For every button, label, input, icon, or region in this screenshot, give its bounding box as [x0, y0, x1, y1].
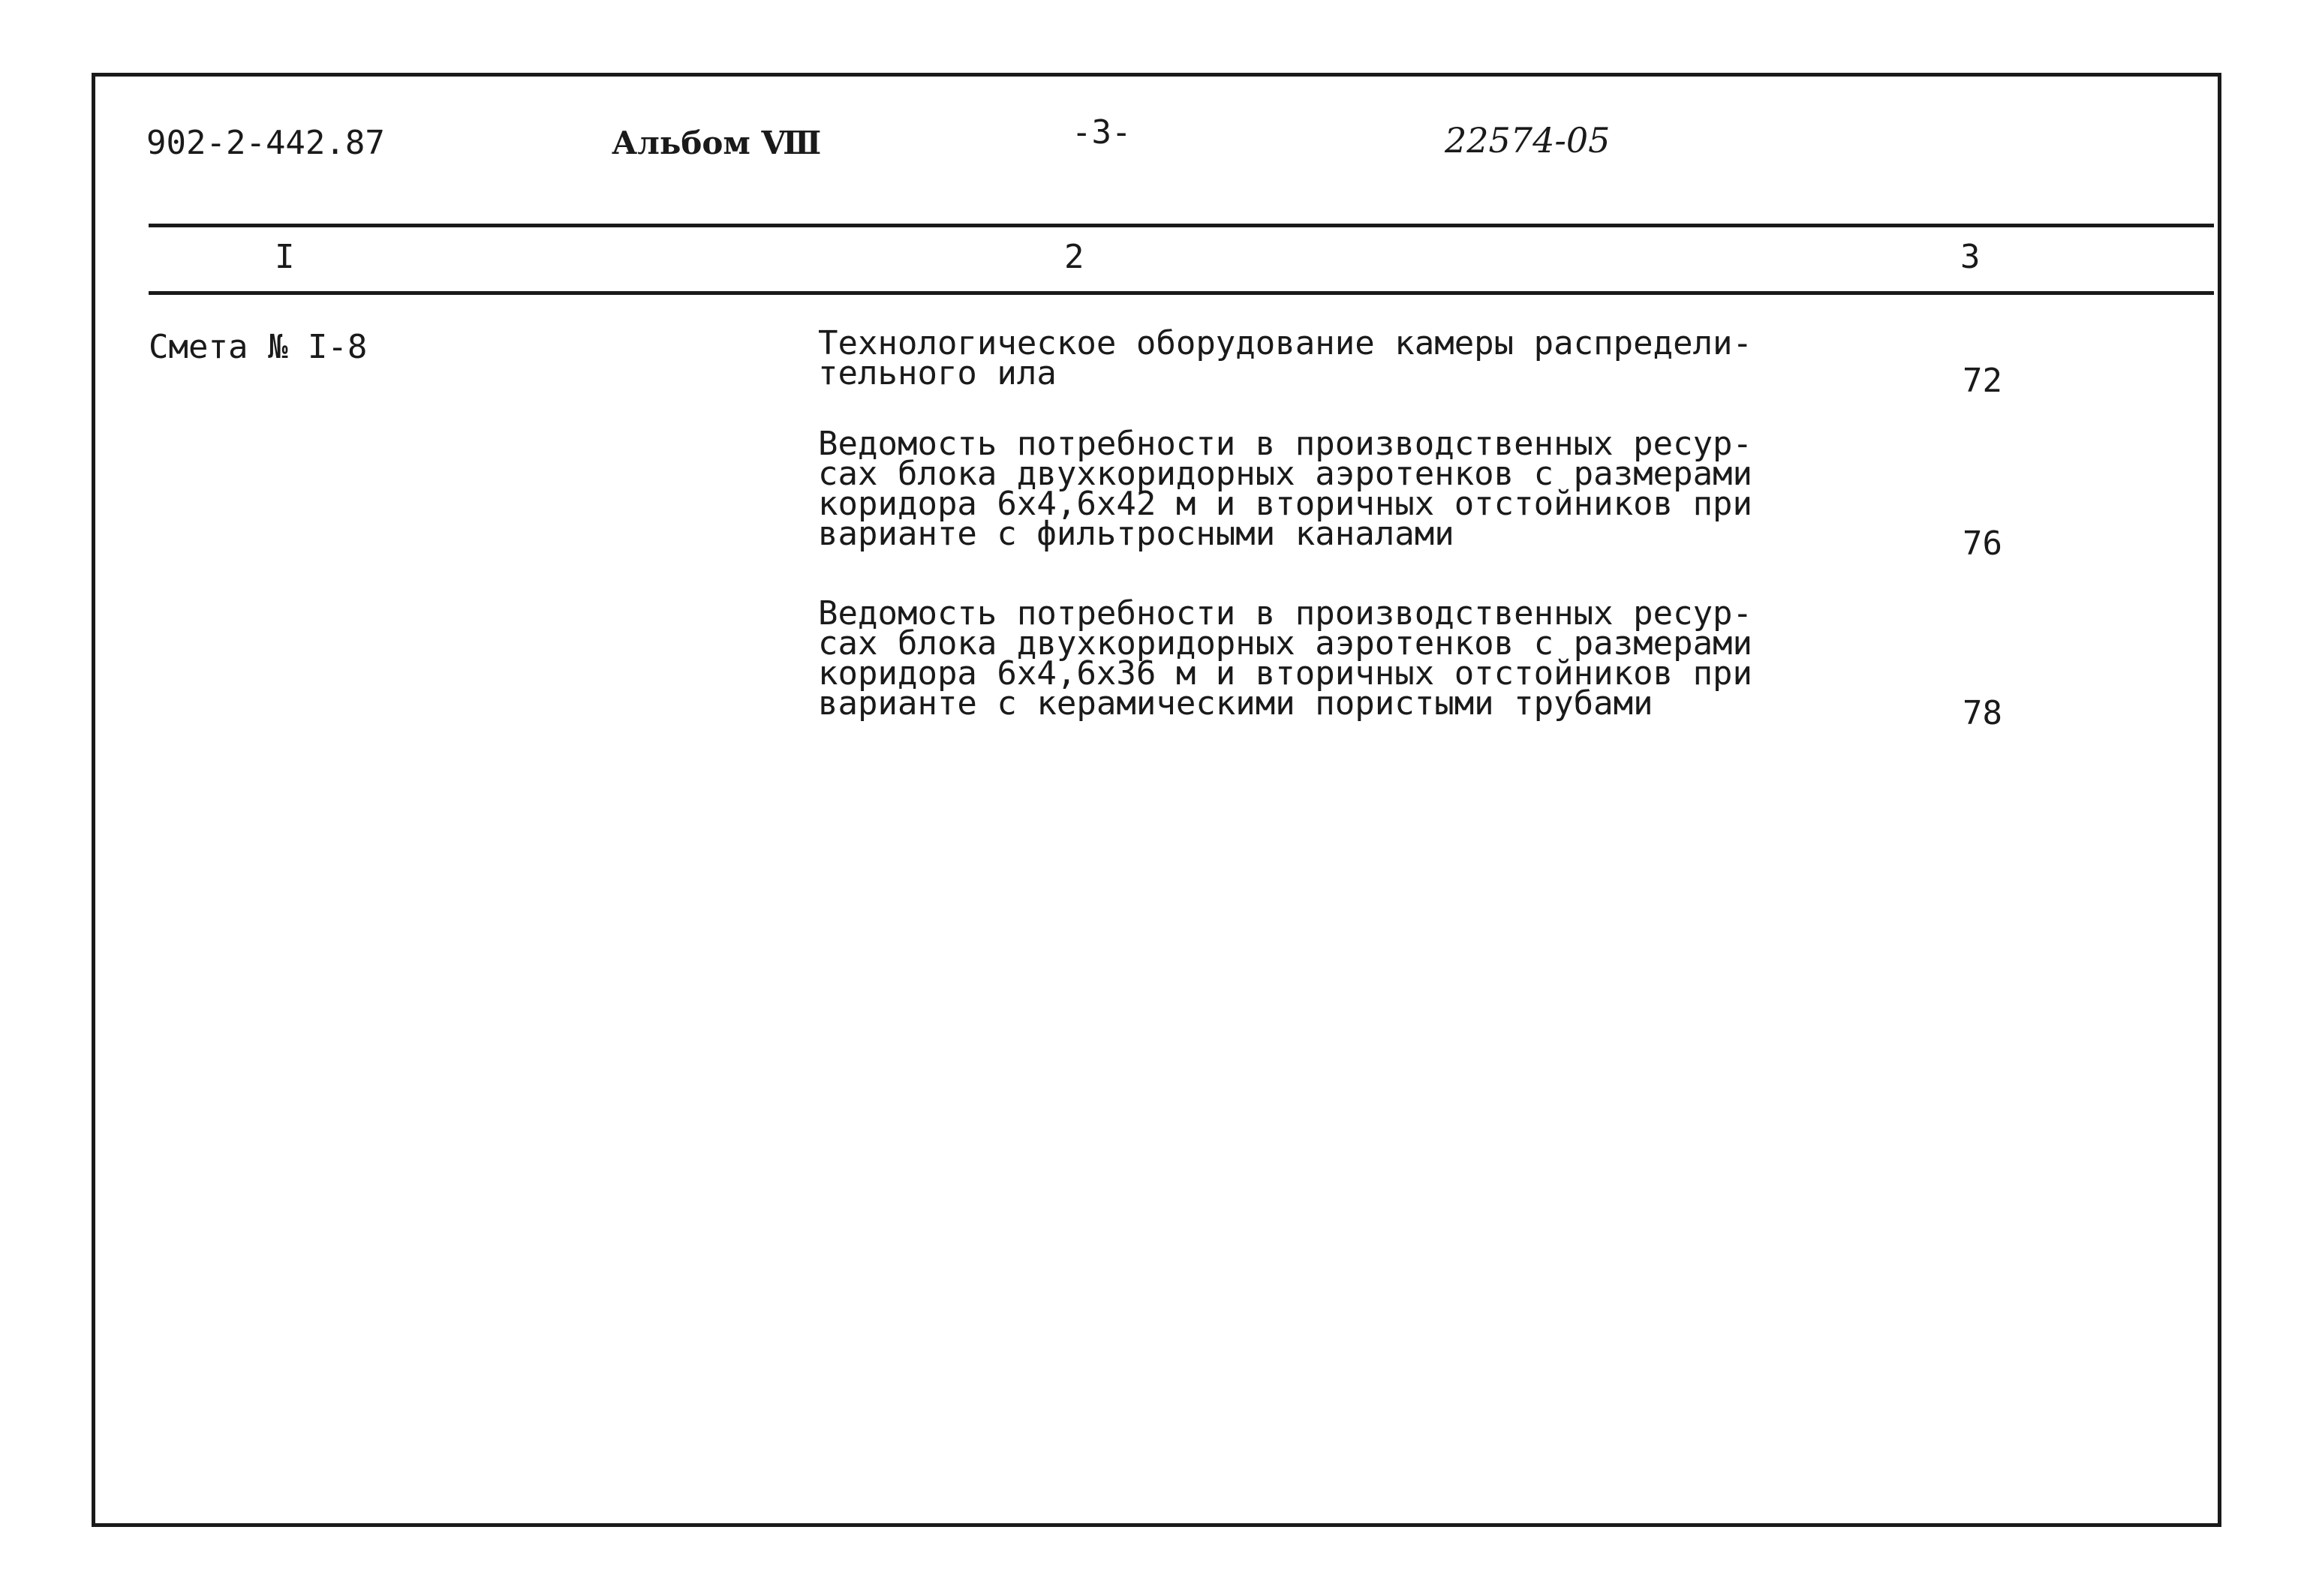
entry-description: Ведомость потребности в производственных ресур- сах блока двухкоридорных аэротенков с размерами коридора 6х4,6х36 м и вторичных отстойников при варианте с керамическими пористыми трубами [818, 594, 1753, 723]
page-number: -3- [1072, 113, 1132, 152]
estimate-label: Смета № I-8 [149, 328, 368, 366]
handwritten-number: 22574-05 [1445, 120, 1611, 161]
table-top-rule [149, 224, 2214, 227]
column-header-1: I [275, 238, 295, 276]
entry-page: 72 [1963, 362, 2002, 400]
entry-description: Ведомость потребности в производственных ресур- сах блока двухкоридорных аэротенков с размерами коридора 6х4,6х42 м и вторичных отстойников при варианте с фильтросными каналами [818, 425, 1753, 553]
entry-page: 76 [1963, 524, 2002, 563]
column-header-2: 2 [1064, 238, 1084, 276]
entry-description: Технологическое оборудование камеры распредели- тельного ила [818, 324, 1753, 392]
column-header-3: 3 [1960, 238, 1981, 276]
album-label: Альбом Ⅷ [612, 125, 822, 161]
entry-page: 78 [1963, 694, 2002, 732]
table-header-rule [149, 291, 2214, 295]
document-code: 902-2-442.87 [146, 124, 385, 162]
